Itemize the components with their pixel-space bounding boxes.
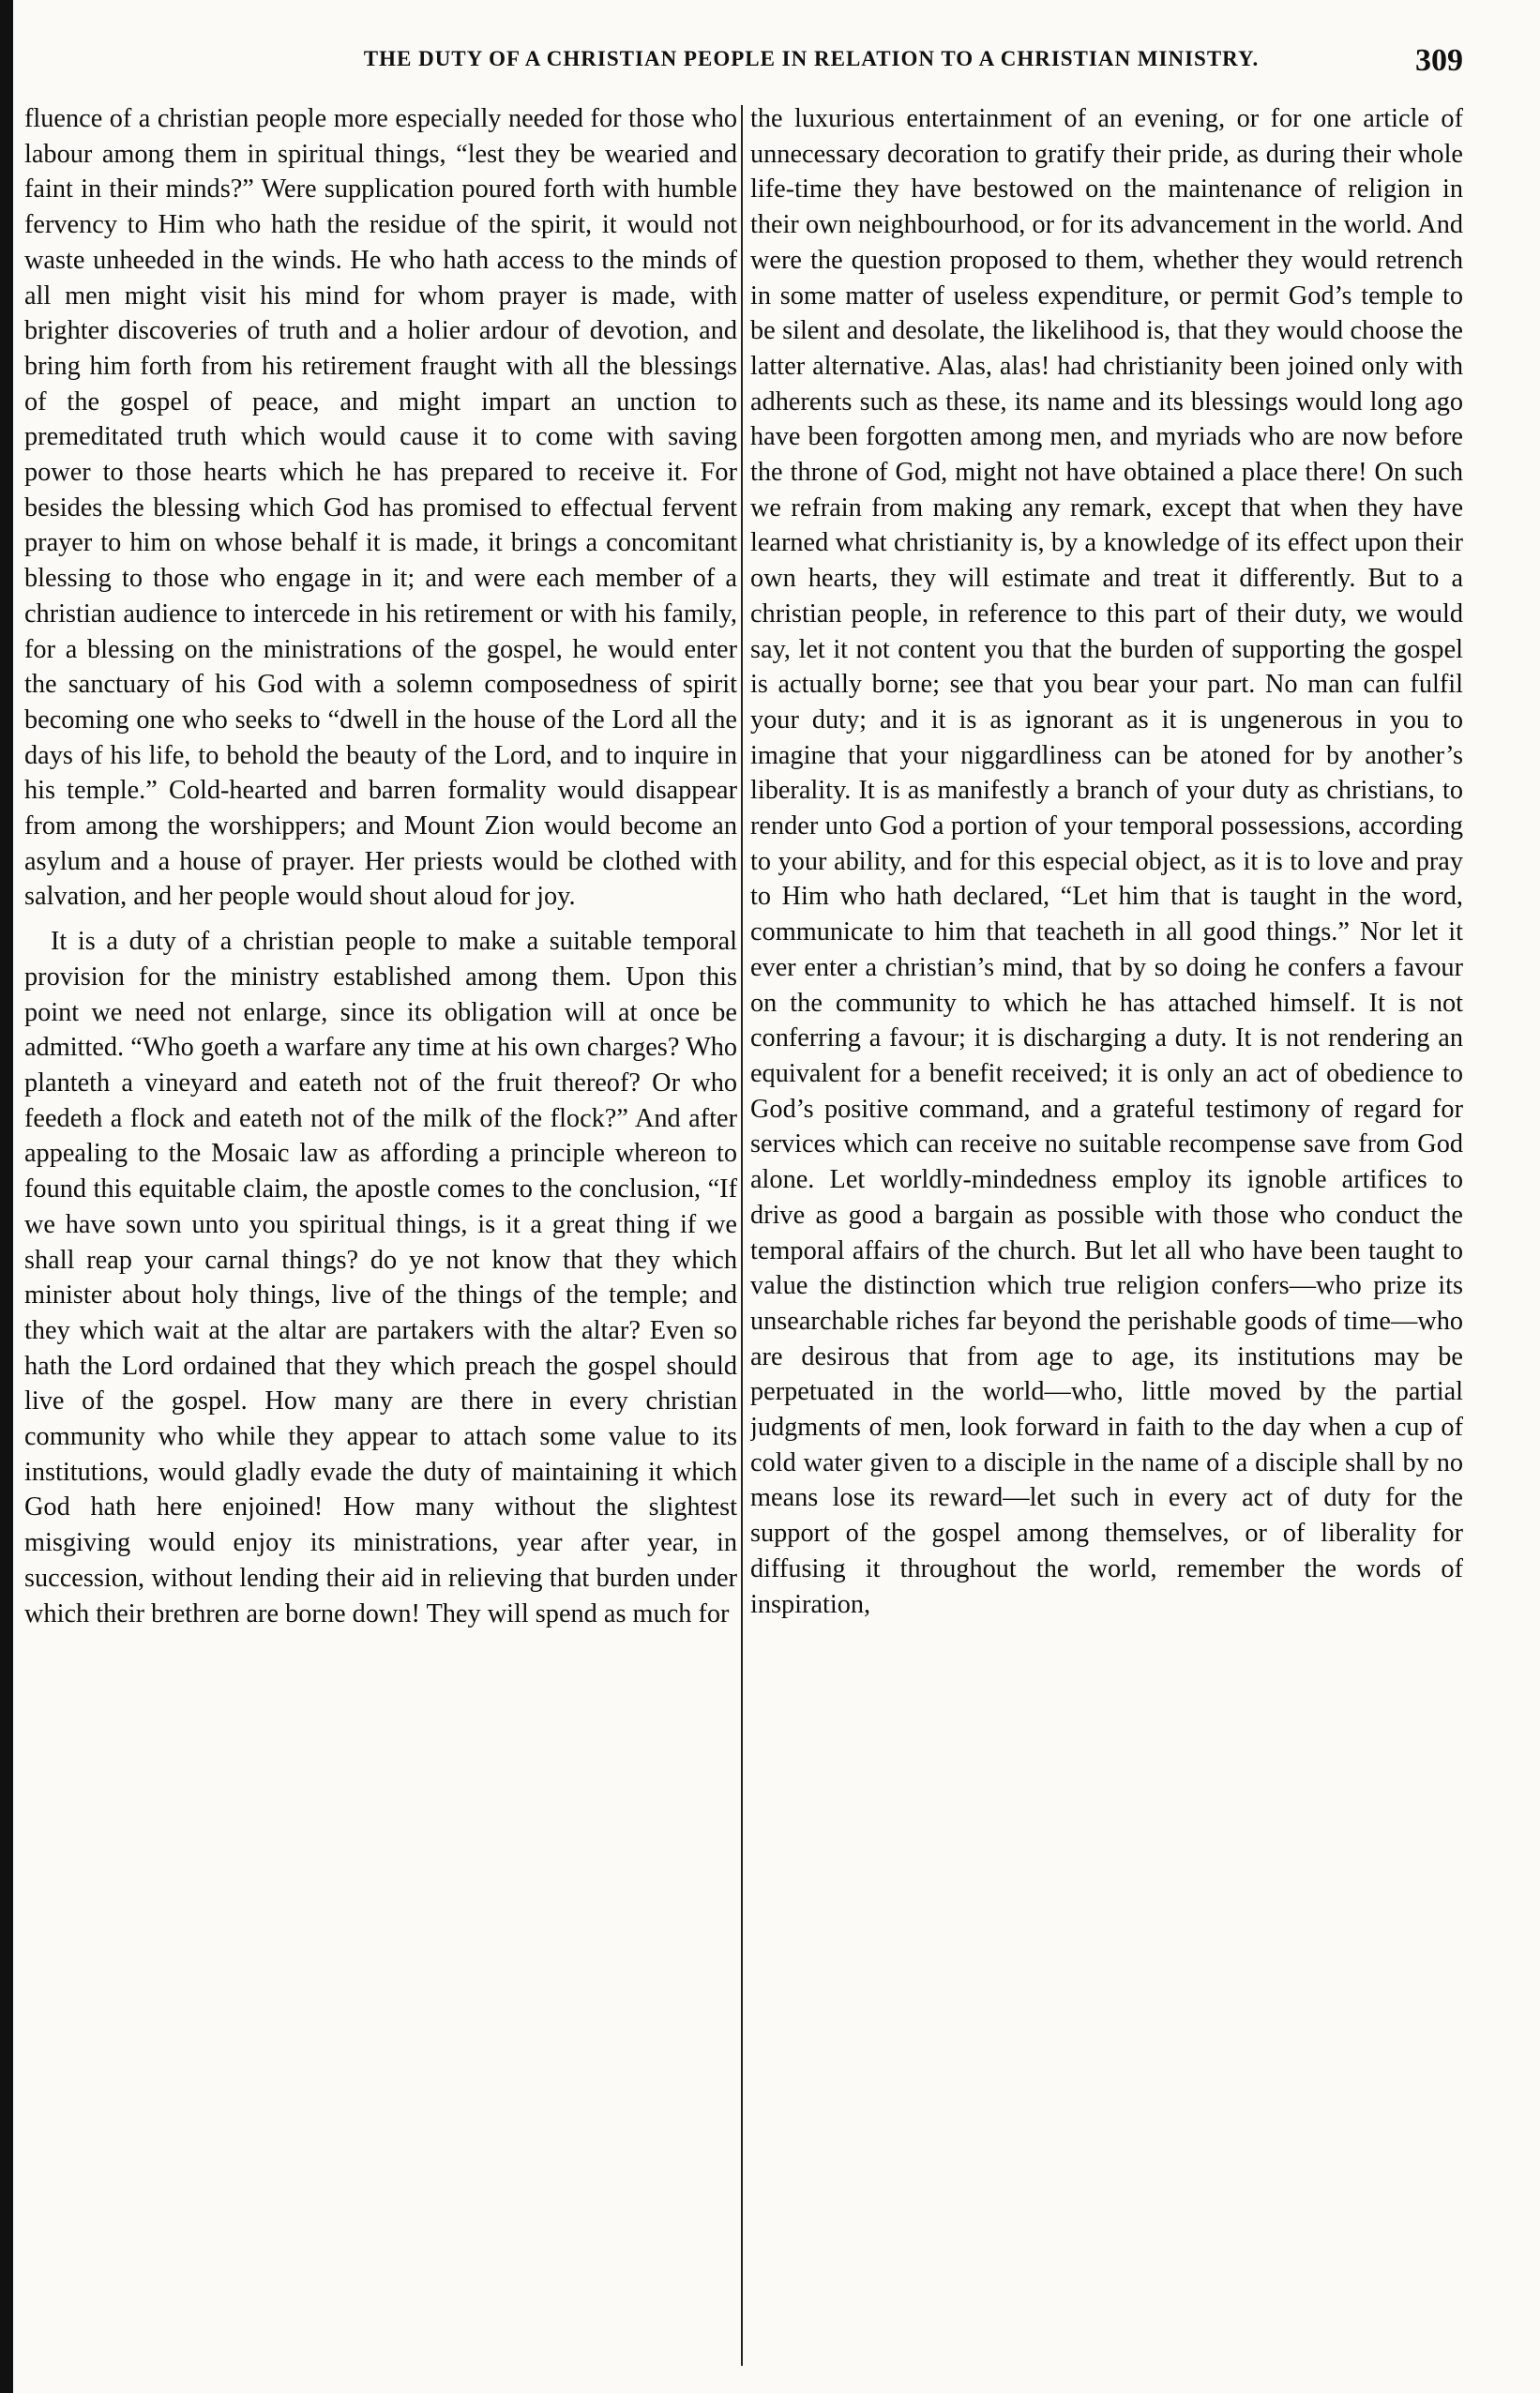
right-column [750,101,1463,2371]
paragraph: the luxurious entertainment of an evening, or for one article of unnecessary decoration to gratify their pride, as during their whole life-time they have bestowed on the maintenance of religion in their own neighbourhood, or for its advancement in the world. And were the question proposed to them, whether they would retrench in some matter of useless expenditure, or permit God’s temple to be silent and desolate, the likelihood is, that they would choose the latter alternative. Alas, alas! had christianity been joined only with adherents such as these, its name and its blessings would long ago have been forgotten among men, and myriads who are now before the throne of God, might not have obtained a place there! On such we refrain from making any remark, except that when they have learned what christianity is, by a knowledge of its effect upon their own hearts, they will estimate and treat it differently. But to a christian people, in reference to this part of their duty, we would say, let it not content you that the burden of supporting the gospel is actually borne; see that you bear your part. No man can fulfil your duty; and it is as ignorant as it is ungenerous in you to imagine that your niggardliness can be atoned for by another’s liberality. It is as manifestly a branch of your duty as christians, to render unto God a portion of your temporal possessions, according to your ability, and for this especial object, as it is to love and pray to Him who hath declared, “Let him that is taught in the word, communicate to him that teacheth in all good things.” Nor let it ever enter a christian’s mind, that by so doing he confers a favour on the community to which he has attached himself. It is not conferring a favour; it is discharging a duty. It is not rendering an equivalent for a benefit received; it is only an act of obedience to God’s positive command, and a grateful testimony of regard for services which can receive no suitable recompense save from God alone. Let worldly-mindedness employ its ignoble artifices to drive as good a bargain as possible with those who conduct the temporal affairs of the church. But let all who have been taught to value the distinction which true religion confers—who prize its unsearchable riches far beyond the perishable goods of time—who are desirous that from age to age, its institutions may be perpetuated in the world—who, little moved by the partial judgments of men, look forward in faith to the day when a cup of cold water given to a disciple in the name of a disciple shall by no means lose its reward—let such in every act of duty for the support of the gospel among themselves, or of liberality for diffusing it throughout the world, remember the words of inspiration, [750,104,1463,1619]
column-divider [741,105,743,2366]
page-number: 309 [1415,43,1463,78]
paragraph: fluence of a christian people more especially needed for those who labour among them in spiritual things, “lest they be wearied and faint in their minds?” Were supplication poured forth with humble fervency to Him who hath the residue of the spirit, it would not waste unheeded in the winds. He who hath access to the minds of all men might visit his mind for whom prayer is made, with brighter discoveries of truth and a holier ardour of devotion, and bring him forth from his retirement fraught with all the blessings of the gospel of peace, and might impart an unction to premeditated truth which would cause it to come with saving power to those hearts which he has prepared to receive it. For besides the blessing which God has promised to effectual fervent prayer to him on whose behalf it is made, it brings a concomitant blessing to those who engage in it; and were each member of a christian audience to intercede in his retirement or with his family, for a blessing on the ministrations of the gospel, he would enter the sanctuary of his God with a solemn composedness of spirit becoming one who seeks to “dwell in the house of the Lord all the days of his life, to behold the beauty of the Lord, and to inquire in his temple.” Cold-hearted and barren formality would disappear from among the worshippers; and Mount Zion would become an asylum and a house of prayer. Her priests would be clothed with salvation, and her people would shout aloud for joy. [24,104,737,912]
binding-edge-shadow [0,0,13,2393]
running-title: THE DUTY OF A CHRISTIAN PEOPLE IN RELATION TO A CHRISTIAN MINISTRY. [363,47,1260,70]
paragraph: It is a duty of a christian people to make a suitable temporal provision for the ministry established among them. Upon this point we need not enlarge, since its obligation will at once be admitted. “Who goeth a warfare any time at his own charges? Who planteth a vineyard and eateth not of the fruit thereof? Or who feedeth a flock and eateth not of the milk of the flock?” And after appealing to the Mosaic law as affording a principle whereon to found this equitable claim, the apostle comes to the conclusion, “If we have sown unto you spiritual things, is it a great thing if we shall reap your carnal things? do ye not know that they which minister about holy things, live of the things of the temple; and they which wait at the altar are partakers with the altar? Even so hath the Lord ordained that they which preach the gospel should live of the gospel. How many are there in every christian community who while they appear to attach some value to its institutions, would gladly evade the duty of maintaining it which God hath here enjoined! How many without the slightest misgiving would enjoy its ministrations, year after year, in succession, without lending their aid in relieving that burden under which their brethren are borne down! They will spend as much for [24,927,737,1628]
left-column [24,101,737,2371]
